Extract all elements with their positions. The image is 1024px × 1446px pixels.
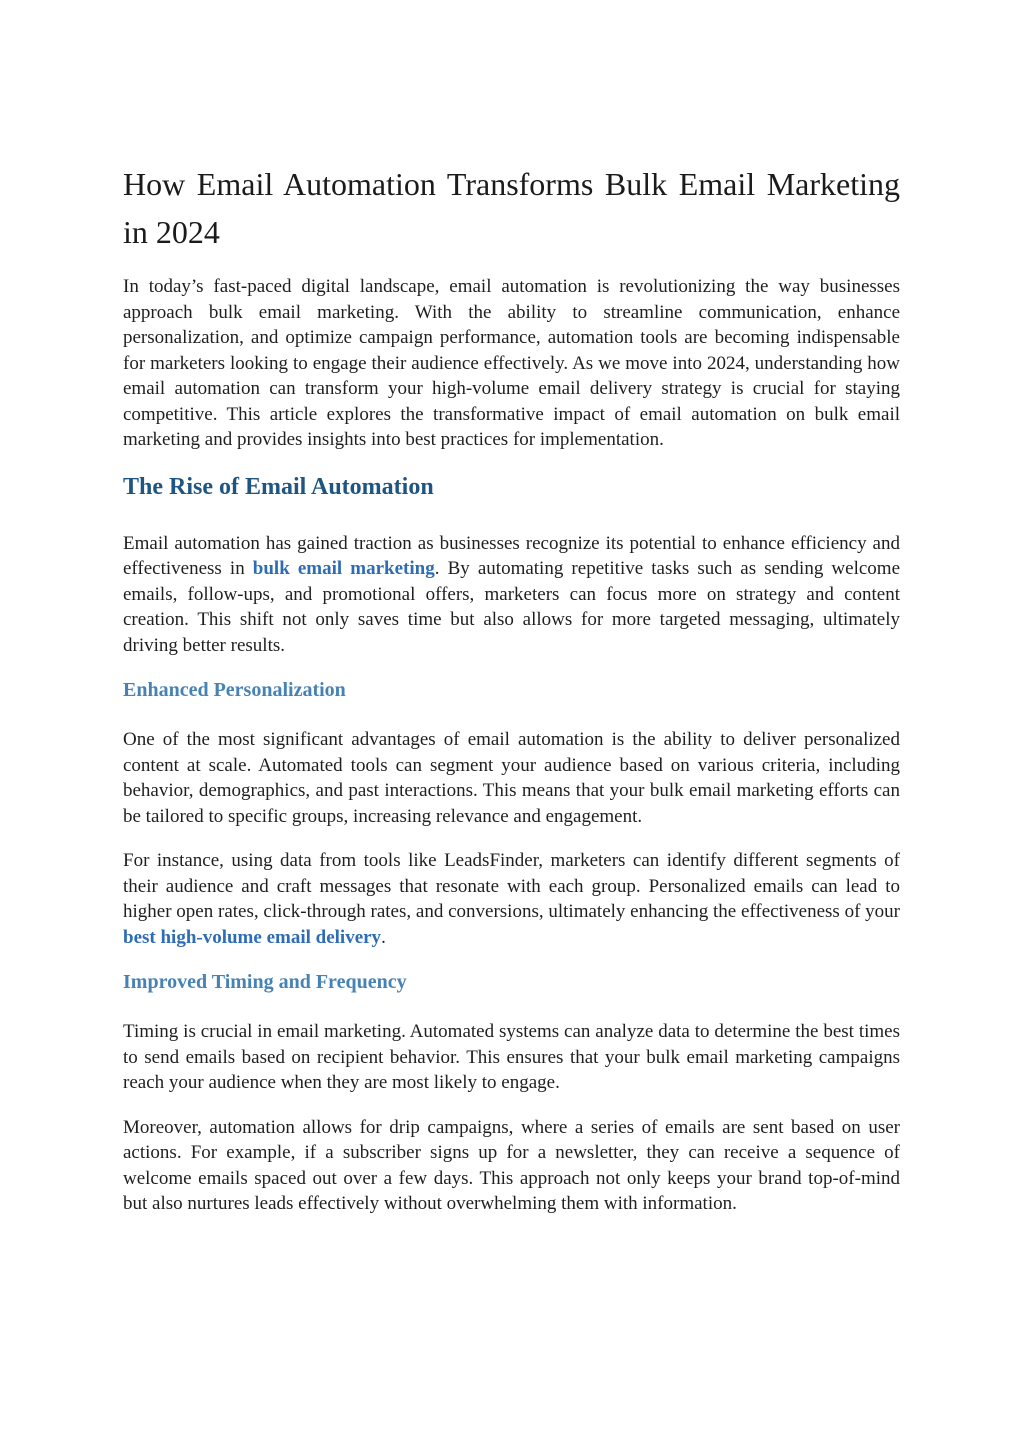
subsection-heading-improved-timing-and-frequency: Improved Timing and Frequency (123, 971, 407, 993)
paragraph-text: . By automating repetitive tasks such as sending welcome emails, follow-ups, and promotional offers, marketers can focus more on strategy and content creation. This shift not only saves time but also allows for more targeted messaging, ultimately driving better results. (123, 558, 900, 656)
paragraph-text: Email automation has gained traction as businesses recognize its potential to enhance efficiency and effectiveness in (123, 532, 900, 579)
link-best-high-volume-email-delivery[interactable]: best high-volume email delivery (123, 926, 382, 948)
link-bulk-email-marketing[interactable]: bulk email marketing (252, 558, 435, 579)
subsection-heading-enhanced-personalization: Enhanced Personalization (123, 679, 346, 701)
paragraph-text: For instance, using data from tools like LeadsFinder, marketers can identify different segments of their audience and craft messages that resonate with each group. Personalized emails can lead to higher open rates, click-through rates, and conversions, ultimately enhancing the effectiveness of your (123, 850, 900, 922)
article-title: How Email Automation Transforms Bulk Email Marketing in 2024 (123, 166, 900, 250)
paragraph-text: . (381, 926, 386, 948)
paragraph-intro: In today’s fast-paced digital landscape, email automation is revolutionizing the way businesses approach bulk email marketing. With the ability to streamline communication, enhance personalization, and optimize campaign performance, automation tools are becoming indispensable for marketers looking to engage their audience effectively. As we move into 2024, understanding how email automation can transform your high-volume email delivery strategy is crucial for staying competitive. This article explores the transformative impact of email automation on bulk email marketing and provides insights into best practices for implementation. (123, 276, 900, 450)
paragraph-timing-2: Moreover, automation allows for drip campaigns, where a series of emails are sent based on user actions. For example, if a subscriber signs up for a newsletter, they can receive a sequence of welcome emails spaced out over a few days. This approach not only keeps your brand top-of-mind but also nurtures leads effectively without overwhelming them with information. (123, 1116, 900, 1214)
paragraph-personalization-1: One of the most significant advantages of email automation is the ability to deliver personalized content at scale. Automated tools can segment your audience based on various criteria, including behavior, demographics, and past interactions. This means that your bulk email marketing efforts can be tailored to specific groups, increasing relevance and engagement. (123, 729, 900, 827)
paragraph-timing-1: Timing is crucial in email marketing. Automated systems can analyze data to determine the best times to send emails based on recipient behavior. This ensures that your bulk email marketing campaigns reach your audience when they are most likely to engage. (123, 1021, 900, 1093)
section-heading-rise-of-email-automation: The Rise of Email Automation (123, 473, 434, 500)
paragraph-rise (123, 531, 900, 659)
paragraph-personalization-2 (123, 848, 900, 950)
